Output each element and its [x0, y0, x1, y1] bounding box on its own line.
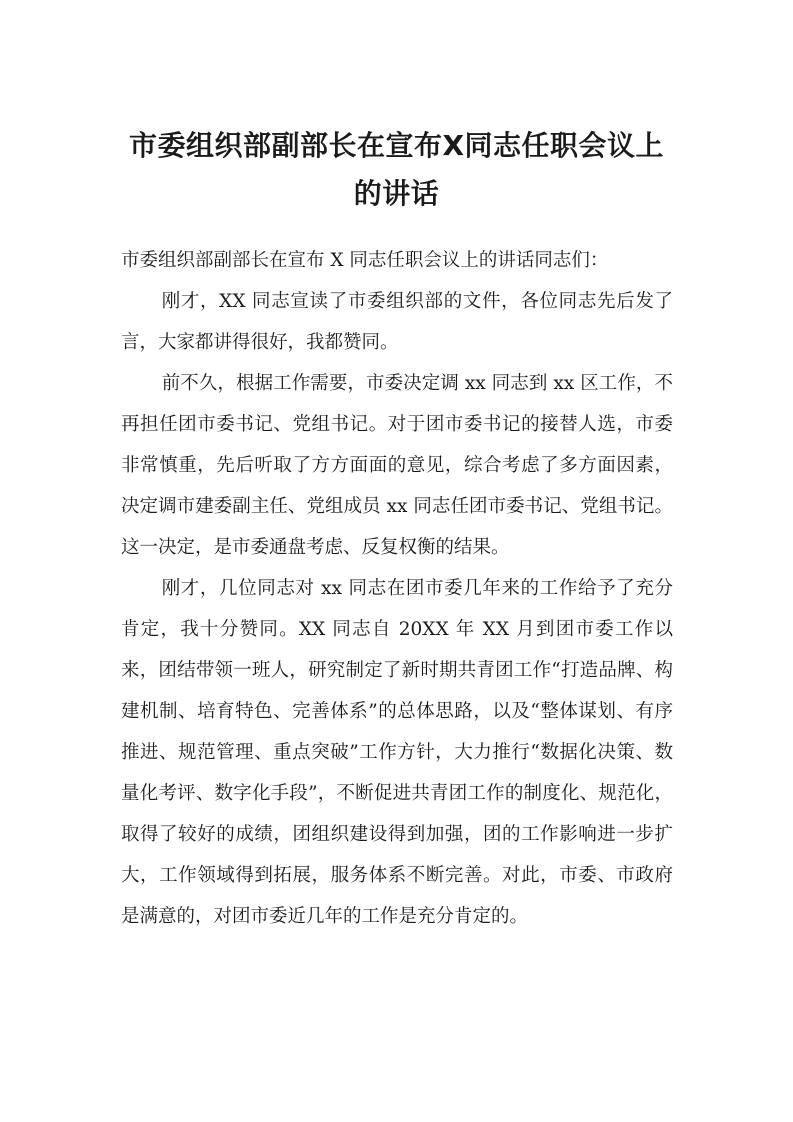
title-line-1: 市委组织部副部长在宣布X同志任职会议上 [128, 129, 665, 162]
intro-line: 市委组织部副部长在宣布 X 同志任职会议上的讲话同志们： [121, 250, 609, 271]
document-body [121, 240, 673, 937]
paragraph-3: 刚才，几位同志对 xx 同志在团市委几年来的工作给予了充分肯定，我十分赞同。XX 同志自 20XX 年 XX 月到团市委工作以来，团结带领一班人，研究制定了新时期共青团工作“打造品牌、构建机制、培育特色、完善体系”的总体思路，以及“整体谋划、有序推进、规范管理、重点突破”工作方针，大力推行“数据化决策、数量化考评、数字化手段”，不断促进共青团工作的制度化、规范化，取得了较好的成绩，团组织建设得到加强，团的工作影响进一步扩大，工作领域得到拓展，服务体系不断完善。对此，市委、市政府是满意的，对团市委近几年的工作是充分肯定的。 [121, 578, 673, 927]
paragraph-1: 刚才，XX 同志宣读了市委组织部的文件，各位同志先后发了言，大家都讲得很好，我都赞同。 [121, 291, 673, 353]
paragraph-2: 前不久，根据工作需要，市委决定调 xx 同志到 xx 区工作，不再担任团市委书记、党组书记。对于团市委书记的接替人选，市委非常慎重，先后听取了方方面面的意见，综合考虑了多方面因素，决定调市建委副主任、党组成员 xx 同志任团市委书记、党组书记。这一决定，是市委通盘考虑、反复权衡的结果。 [121, 373, 673, 558]
title-line-2: 的讲话 [353, 177, 440, 210]
document-title [100, 122, 693, 218]
